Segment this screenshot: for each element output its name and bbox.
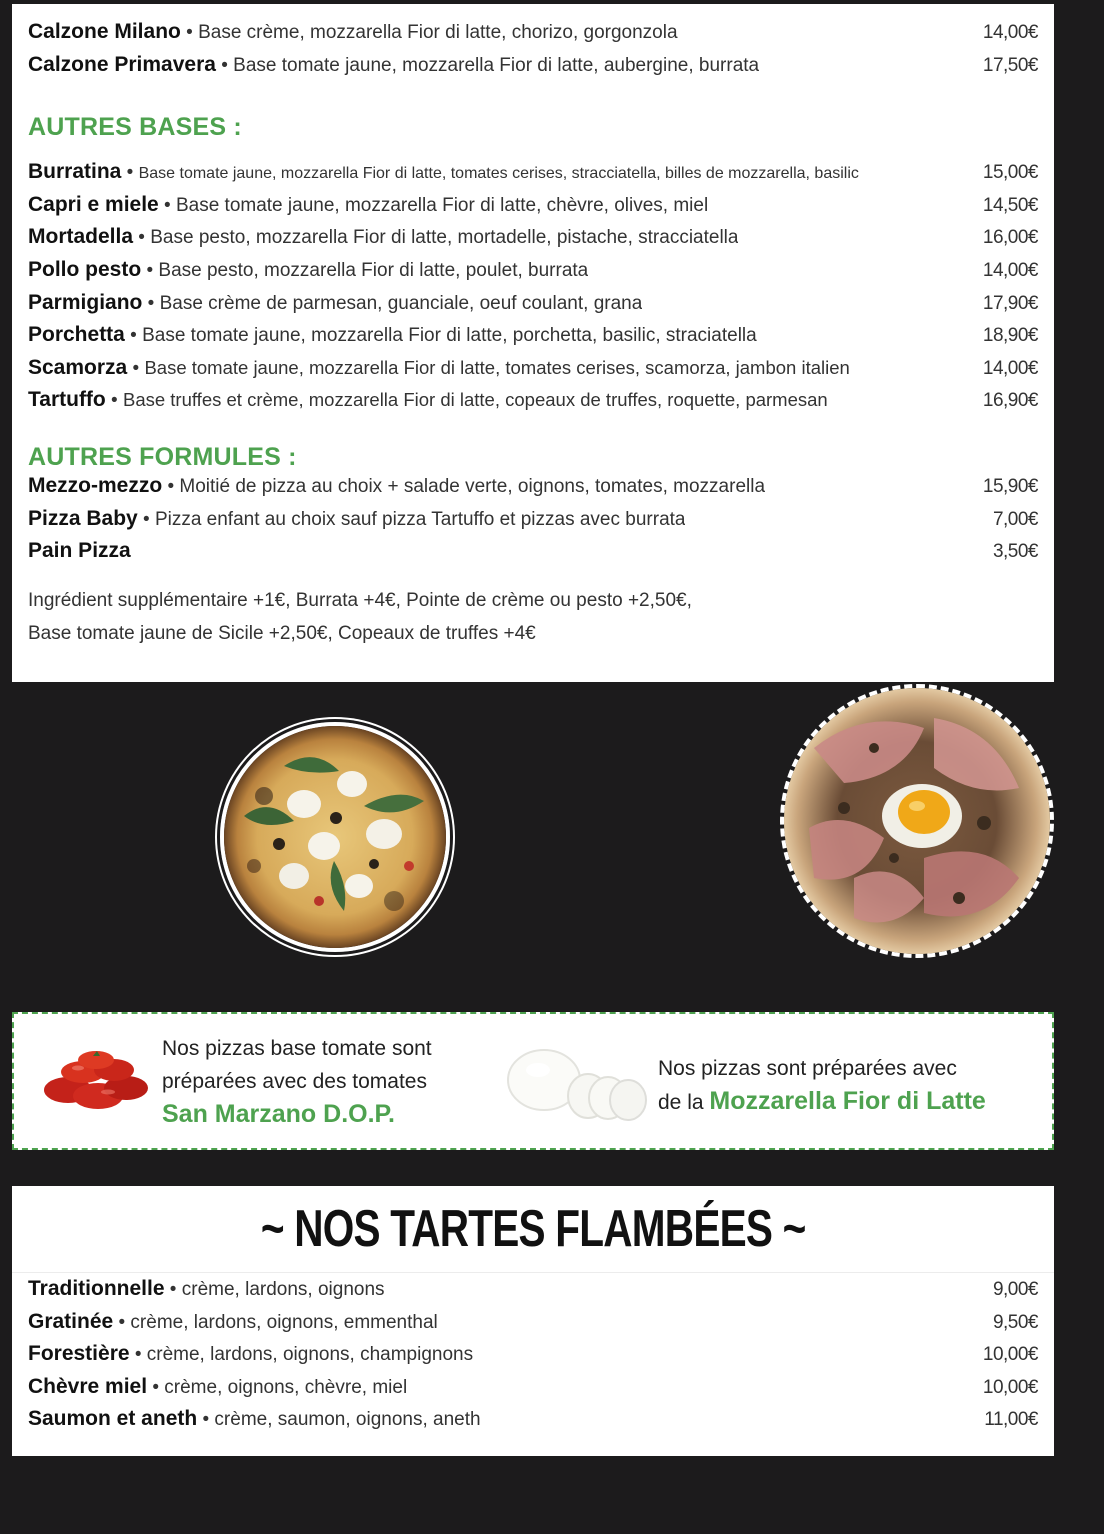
menu-item: Pizza Baby • Pizza enfant au choix sauf pizza Tartuffo et pizzas avec burrata 7,00€ bbox=[28, 506, 1038, 530]
item-name: Mezzo-mezzo bbox=[28, 473, 163, 497]
item-name: Tartuffo bbox=[28, 388, 106, 412]
item-price: 14,00€ bbox=[982, 259, 1038, 281]
item-name: Scamorza bbox=[28, 355, 128, 379]
item-name: Calzone Primavera bbox=[28, 52, 216, 76]
menu-item: Parmigiano • Base crème de parmesan, guanciale, oeuf coulant, grana 17,90€ bbox=[28, 290, 1038, 314]
mozzarella-highlight: Mozzarella Fior di Latte bbox=[709, 1087, 986, 1115]
item-name: Parmigiano bbox=[28, 290, 143, 314]
pizza-burrata-photo bbox=[220, 722, 450, 952]
item-price: 14,00€ bbox=[982, 357, 1038, 379]
item-price: 14,50€ bbox=[982, 194, 1038, 216]
item-desc: crème, lardons, oignons, emmenthal bbox=[130, 1311, 438, 1333]
item-desc: Base tomate jaune, mozzarella Fior di latte, tomates cerises, stracciatella, billes de mozzarella, basilic bbox=[138, 165, 859, 183]
item-name: Calzone Milano bbox=[28, 20, 181, 43]
item-desc: Base tomate jaune, mozzarella Fior di latte, aubergine, burrata bbox=[233, 54, 760, 76]
menu-item: Gratinée • crème, lardons, oignons, emmenthal 9,50€ bbox=[28, 1309, 1038, 1333]
item-desc: crème, lardons, oignons, champignons bbox=[146, 1344, 474, 1366]
tomato-text-line: préparées avec des tomates bbox=[162, 1070, 427, 1093]
tartes-flambees-panel bbox=[12, 1186, 1054, 1456]
tartes-header bbox=[12, 1186, 1054, 1273]
item-desc: Base crème, mozzarella Fior di latte, chorizo, gorgonzola bbox=[198, 22, 678, 43]
item-desc: Base tomate jaune, mozzarella Fior di latte, chèvre, olives, miel bbox=[175, 194, 709, 216]
item-desc: crème, oignons, chèvre, miel bbox=[164, 1376, 408, 1398]
menu-item: Mezzo-mezzo • Moitié de pizza au choix + salade verte, oignons, tomates, mozzarella 15,90€ bbox=[28, 473, 1038, 497]
menu-item: Chèvre miel • crème, oignons, chèvre, miel 10,00€ bbox=[28, 1374, 1038, 1398]
item-price: 17,90€ bbox=[982, 292, 1038, 314]
tartes-list bbox=[12, 1273, 1054, 1440]
item-name: Gratinée bbox=[28, 1309, 114, 1333]
menu-item: Traditionnelle • crème, lardons, oignons 9,00€ bbox=[28, 1277, 1038, 1300]
menu-item bbox=[28, 539, 1038, 572]
item-desc: Base truffes et crème, mozzarella Fior di latte, copeaux de truffes, roquette, parmesan bbox=[122, 389, 828, 411]
menu-item: Scamorza • Base tomate jaune, mozzarella Fior di latte, tomates cerises, scamorza, jambon italien 14,00€ bbox=[28, 355, 1038, 379]
item-desc: crème, lardons, oignons bbox=[181, 1279, 385, 1300]
section-title-autres-formules: AUTRES FORMULES : bbox=[28, 442, 297, 471]
item-name: Capri e miele bbox=[28, 192, 159, 216]
item-desc: Base tomate jaune, mozzarella Fior di latte, porchetta, basilic, straciatella bbox=[142, 325, 757, 347]
pizza-menu-panel bbox=[12, 4, 1054, 682]
item-name: Pain Pizza bbox=[28, 539, 131, 563]
item-price: 16,00€ bbox=[982, 227, 1038, 249]
item-desc: Base tomate jaune, mozzarella Fior di latte, tomates cerises, scamorza, jambon italien bbox=[144, 356, 850, 378]
item-price: 15,00€ bbox=[982, 162, 1038, 184]
item-name: Saumon et aneth bbox=[28, 1407, 198, 1431]
menu-item: Tartuffo • Base truffes et crème, mozzarella Fior di latte, copeaux de truffes, roquette, parmesan 16,90€ bbox=[28, 388, 1038, 412]
ingredients-banner bbox=[12, 1012, 1054, 1150]
item-desc: Base crème de parmesan, guanciale, oeuf coulant, grana bbox=[159, 292, 643, 314]
mozzarella-text-prefix: de la bbox=[658, 1091, 704, 1114]
mozzarella-photo bbox=[502, 1040, 652, 1126]
item-price: 14,00€ bbox=[982, 22, 1038, 43]
item-price: 17,50€ bbox=[982, 54, 1038, 76]
san-marzano-highlight: San Marzano D.O.P. bbox=[162, 1100, 395, 1128]
menu-item: Burratina • Base tomate jaune, mozzarella Fior di latte, tomates cerises, stracciatella, billes de mozzarella, basilic 15,00€ bbox=[28, 160, 1038, 184]
item-name: Mortadella bbox=[28, 225, 134, 249]
item-price: 18,90€ bbox=[982, 325, 1038, 347]
item-desc: crème, saumon, oignons, aneth bbox=[214, 1409, 481, 1431]
section-title-autres-bases: AUTRES BASES : bbox=[28, 113, 242, 142]
item-price: 11,00€ bbox=[984, 1409, 1038, 1431]
item-name: Pollo pesto bbox=[28, 257, 142, 281]
item-name: Porchetta bbox=[28, 323, 125, 347]
item-name: Traditionnelle bbox=[28, 1277, 165, 1300]
item-desc: Moitié de pizza au choix + salade verte, oignons, tomates, mozzarella bbox=[179, 475, 766, 497]
menu-item: Pollo pesto • Base pesto, mozzarella Fior di latte, poulet, burrata 14,00€ bbox=[28, 257, 1038, 281]
tomatoes-photo bbox=[38, 1044, 150, 1116]
menu-item: Porchetta • Base tomate jaune, mozzarella Fior di latte, porchetta, basilic, straciatella 18,90€ bbox=[28, 323, 1038, 347]
menu-item: Mortadella • Base pesto, mozzarella Fior di latte, mortadelle, pistache, stracciatella 16,00€ bbox=[28, 225, 1038, 249]
menu-item: Calzone Milano • Base crème, mozzarella Fior di latte, chorizo, gorgonzola 14,00€ bbox=[28, 20, 1038, 43]
item-price: 3,50€ bbox=[992, 541, 1038, 563]
item-price: 16,90€ bbox=[982, 390, 1038, 412]
item-price: 10,00€ bbox=[982, 1344, 1038, 1366]
menu-item: Saumon et aneth • crème, saumon, oignons, aneth 11,00€ bbox=[28, 1407, 1038, 1431]
item-price: 9,00€ bbox=[992, 1279, 1038, 1300]
item-name: Forestière bbox=[28, 1342, 130, 1366]
item-desc: Base pesto, mozzarella Fior di latte, mortadelle, pistache, stracciatella bbox=[150, 227, 739, 249]
item-price: 10,00€ bbox=[982, 1376, 1038, 1398]
item-price: 9,50€ bbox=[992, 1311, 1038, 1333]
menu-item: Forestière • crème, lardons, oignons, champignons 10,00€ bbox=[28, 1342, 1038, 1366]
mozzarella-text-line: Nos pizzas sont préparées avec bbox=[658, 1057, 957, 1080]
extras-line: Ingrédient supplémentaire +1€, Burrata +4€, Pointe de crème ou pesto +2,50€, bbox=[28, 589, 692, 611]
tartes-title: ~ NOS TARTES FLAMBÉES ~ bbox=[260, 1200, 806, 1258]
item-price: 7,00€ bbox=[992, 508, 1038, 530]
item-name: Pizza Baby bbox=[28, 506, 138, 530]
tomato-text-line: Nos pizzas base tomate sont bbox=[162, 1037, 432, 1060]
pizza-ham-egg-photo bbox=[780, 684, 1054, 958]
item-desc: Base pesto, mozzarella Fior di latte, poulet, burrata bbox=[158, 259, 589, 281]
item-desc: Pizza enfant au choix sauf pizza Tartuffo et pizzas avec burrata bbox=[154, 508, 686, 530]
menu-item: Calzone Primavera • Base tomate jaune, mozzarella Fior di latte, aubergine, burrata 17,50€ bbox=[28, 52, 1038, 76]
item-name: Chèvre miel bbox=[28, 1374, 148, 1398]
menu-item: Capri e miele • Base tomate jaune, mozzarella Fior di latte, chèvre, olives, miel 14,50€ bbox=[28, 192, 1038, 216]
item-price: 15,90€ bbox=[982, 475, 1038, 497]
item-name: Burratina bbox=[28, 160, 122, 184]
extras-line: Base tomate jaune de Sicile +2,50€, Copeaux de truffes +4€ bbox=[28, 622, 536, 644]
